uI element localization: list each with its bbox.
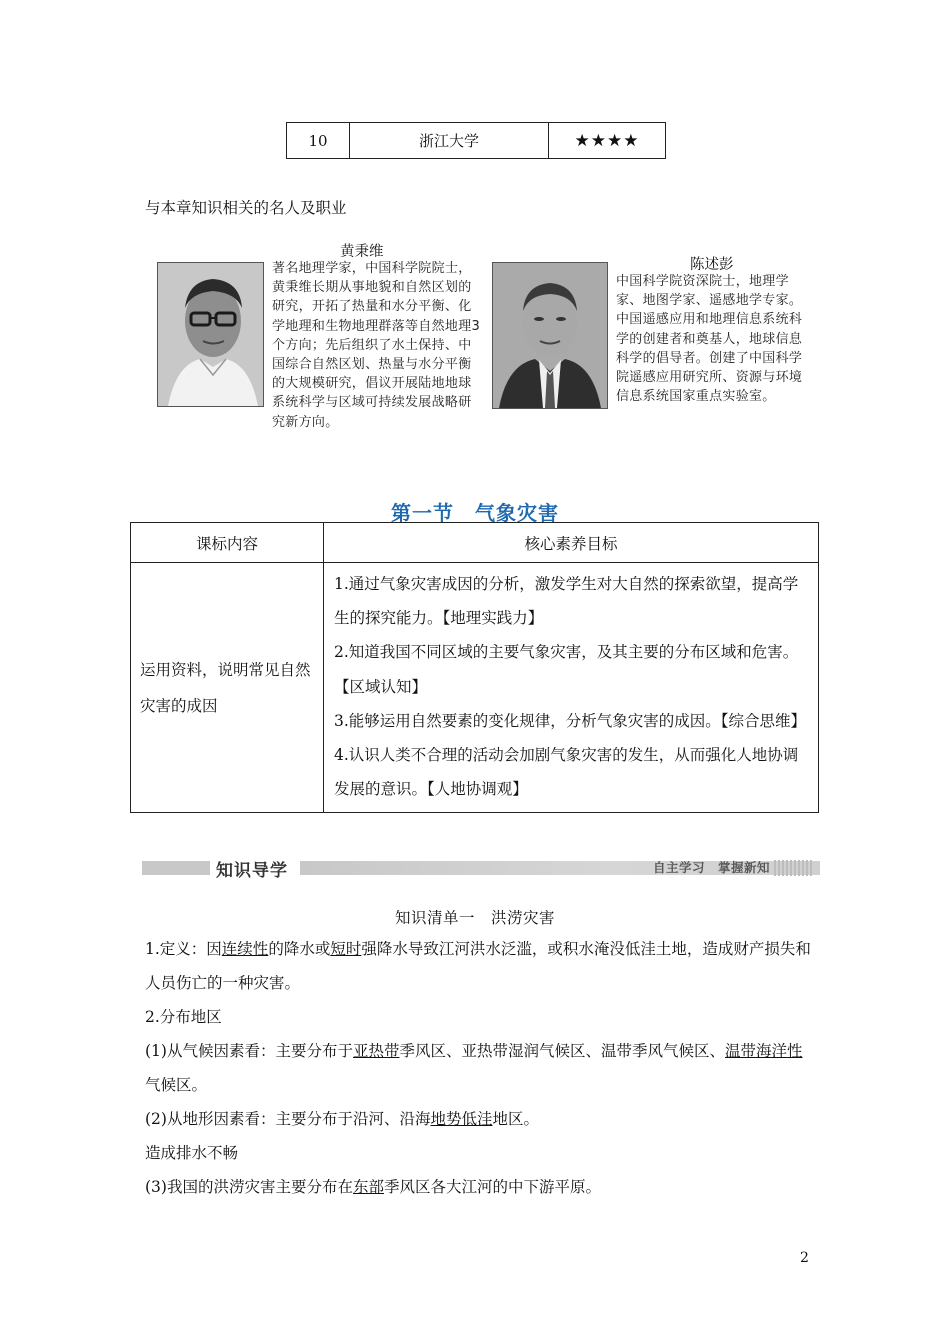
goal-item: 2.知道我国不同区域的主要气象灾害，及其主要的分布区域和危害。【区域认知】 [334, 643, 799, 696]
paragraph-china: (3)我国的洪涝灾害主要分布在东部季风区各大江河的中下游平原。 [145, 1178, 601, 1196]
header-left: 课标内容 [131, 523, 324, 563]
rank-cell: 10 [287, 123, 350, 159]
goal-item: 3.能够运用自然要素的变化规律，分析气象灾害的成因。【综合思维】 [334, 711, 807, 730]
banner-subtitle: 自主学习 掌握新知 [652, 860, 770, 875]
goal-item: 4.认识人类不合理的活动会加剧气象灾害的发生，从而强化人地协调发展的意识。【人地协调观】 [334, 746, 799, 799]
knowledge-list-title: 知识清单一 洪涝灾害 [394, 909, 555, 927]
section-banner [142, 856, 814, 879]
intro-line: 与本章知识相关的名人及职业 [145, 199, 347, 217]
blank-answer: 短时 [330, 940, 362, 958]
paragraph-terrain: (2)从地形因素看：主要分布于沿河、沿海地势低洼地区。 [145, 1110, 539, 1128]
rank-table [286, 122, 666, 159]
core-goals [324, 563, 819, 813]
banner-stripes [774, 860, 814, 876]
school-cell: 浙江大学 [350, 123, 549, 159]
table-row [287, 123, 666, 159]
goal-item: 1.通过气象灾害成因的分析，激发学生对大自然的探索欲望，提高学生的探究能力。【地理实践力】 [334, 575, 799, 628]
content-body [145, 932, 815, 1204]
blank-answer: 地势低洼 [430, 1110, 493, 1128]
blank-answer: 亚热带 [352, 1042, 400, 1060]
paragraph-climate: (1)从气候因素看：主要分布于亚热带季风区、亚热带湿润气候区、温带季风气候区、温带海洋性气候区。 [145, 1042, 803, 1094]
stars-cell: ★★★★ [549, 123, 666, 159]
curriculum-content: 运用资料，说明常见自然灾害的成因 [131, 563, 324, 813]
paragraph-definition: 1.定义：因连续性的降水或短时强降水导致江河洪水泛滥，或积水淹没低洼土地，造成财产损失和人员伤亡的一种灾害。 [145, 940, 811, 992]
header-right: 核心素养目标 [324, 523, 819, 563]
standards-table [130, 522, 819, 813]
portrait-photo-2 [492, 262, 608, 409]
banner-bar-left [142, 861, 210, 875]
page-number: 2 [800, 1250, 809, 1266]
blank-answer: 连续性 [221, 940, 269, 958]
paragraph-note: 造成排水不畅 [145, 1144, 239, 1162]
banner-title: 知识导学 [216, 861, 288, 881]
portrait-photo-1 [157, 262, 264, 407]
person-name-1: 黄秉维 [340, 244, 384, 260]
person-name-2: 陈述彭 [690, 257, 734, 273]
blank-answer: 温带海洋性 [725, 1042, 803, 1060]
table-row [131, 563, 819, 813]
paragraph-distribution: 2.分布地区 [145, 1008, 222, 1026]
table-header-row [131, 523, 819, 563]
blank-answer: 东部 [352, 1178, 384, 1196]
person-bio-1: 著名地理学家，中国科学院院士，黄秉维长期从事地貌和自然区划的研究，开拓了热量和水分平衡、化学地理和生物地理群落等自然地理3个方向；先后组织了水土保持、中国综合自然区划、热量与水分平衡的大规模研究，倡议开展陆地地球系统科学与区域可持续发展战略研究新方向。 [272, 261, 481, 430]
section-title: 第一节 气象灾害 [391, 501, 559, 525]
person-bio-2: 中国科学院资深院士，地理学家、地图学家、遥感地学专家。中国遥感应用和地理信息系统科学的创建者和奠基人，地球信息科学的倡导者。创建了中国科学院遥感应用研究所、资源与环境信息系统国家重点实验室。 [616, 274, 803, 405]
